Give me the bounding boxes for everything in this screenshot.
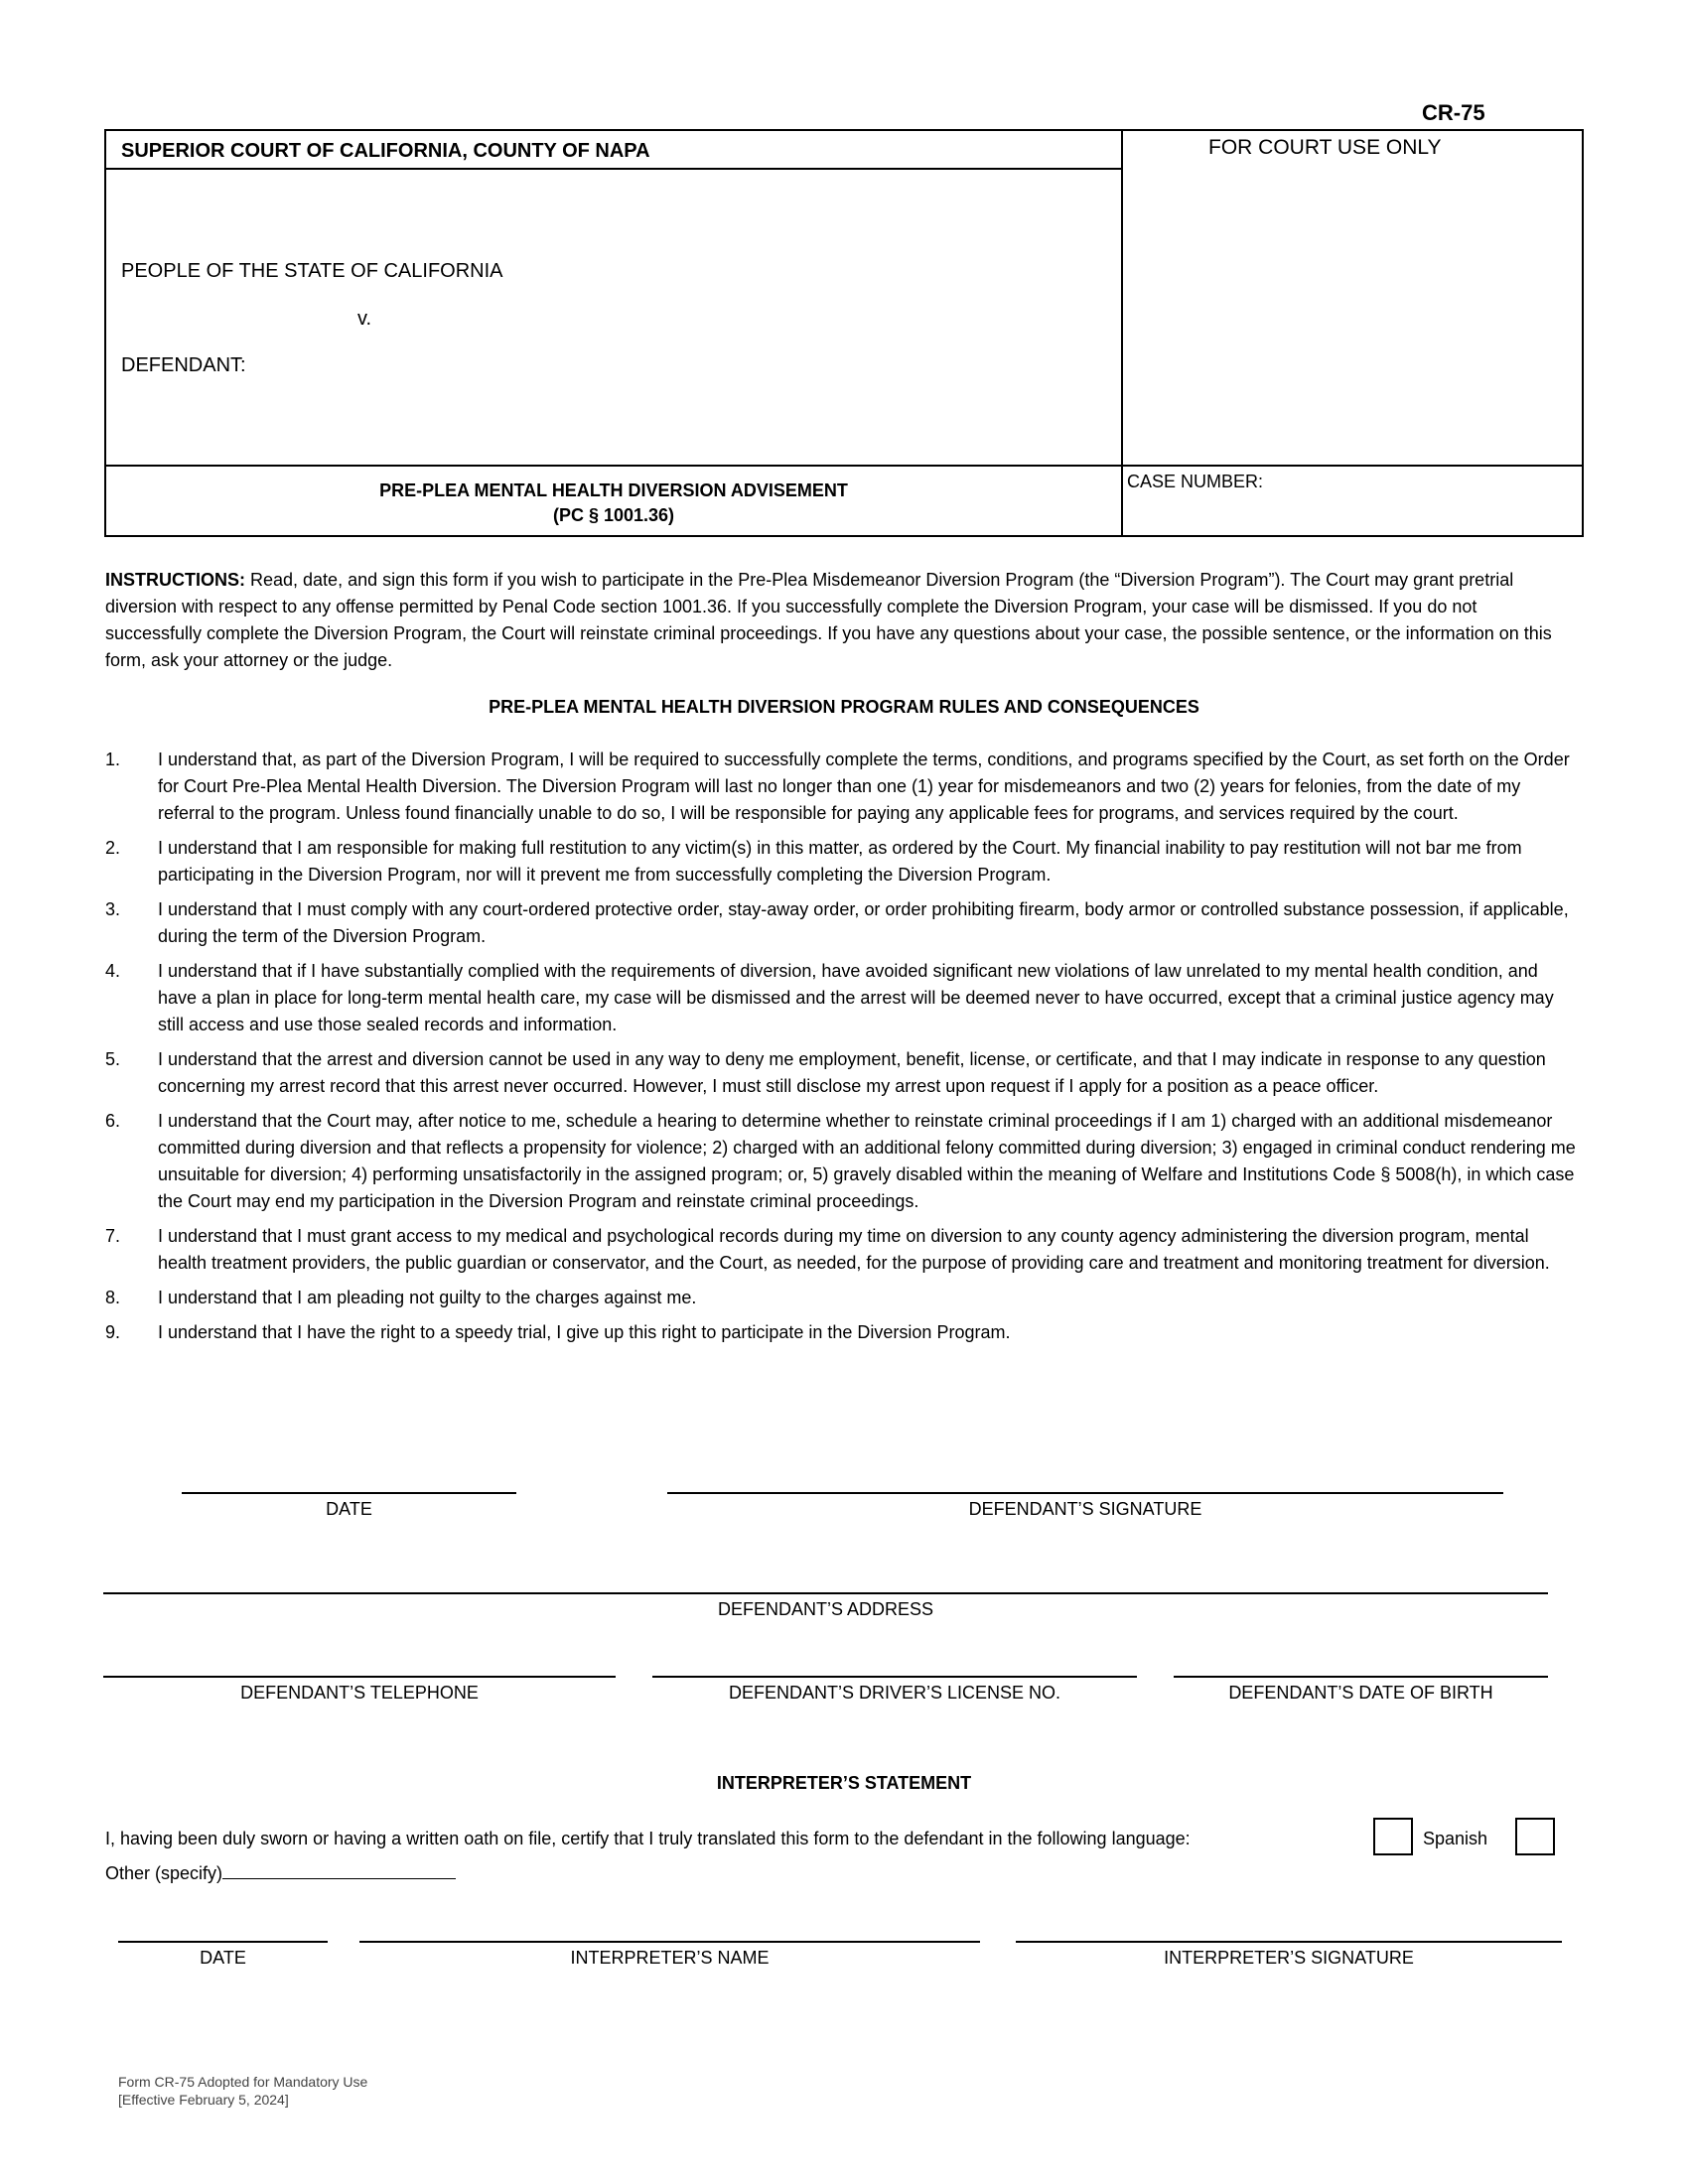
other-specify-field[interactable] (222, 1860, 456, 1879)
rule-text: I understand that the arrest and diversion cannot be used in any way to deny me employment, benefit, license, or certificate, and that I may indicate in response to any question concerning my arrest record that this arrest never occurred. However, I must still disclose my arrest upon request if I apply for a position as a peace officer. (158, 1049, 1546, 1096)
defendant-dob-line[interactable] (1174, 1676, 1548, 1678)
court-name: SUPERIOR COURT OF CALIFORNIA, COUNTY OF NAPA (121, 140, 650, 162)
form-footer (118, 2073, 367, 2109)
rules-list (105, 747, 1580, 1354)
spanish-checkbox[interactable] (1373, 1818, 1413, 1855)
rule-number: 6. (105, 1111, 121, 1131)
interpreter-name-line[interactable] (359, 1941, 980, 1943)
form-title-line1: PRE-PLEA MENTAL HEALTH DIVERSION ADVISEMENT (379, 480, 848, 500)
other-specify-label: Other (specify) (105, 1863, 223, 1883)
caption-divider-middle (106, 465, 1582, 467)
rule-text: I understand that I must grant access to my medical and psychological records during my time on diversion to any county agency administering the diversion program, mental health treatment providers, the public guardian or conservator, and the Court, as needed, for the purpose of providing care and treatment and monitoring treatment for diversion. (158, 1226, 1550, 1273)
case-number-label: CASE NUMBER: (1127, 472, 1264, 491)
other-specify (105, 1860, 456, 1884)
spanish-label: Spanish (1423, 1829, 1488, 1848)
court-use-label: FOR COURT USE ONLY (1208, 136, 1442, 159)
instructions-text: Read, date, and sign this form if you wish to participate in the Pre-Plea Misdemeanor Diversion Program (the “Diversion Program”). The Court may grant pretrial diversion with respect to any offense permitted by Penal Code section 1001.36. If you successfully complete the Diversion Program, your case will be dismissed. If you do not successfully complete the Diversion Program, the Court will reinstate criminal proceedings. If you have any questions about your case, the possible sentence, or the information on this form, ask your attorney or the judge. (105, 570, 1552, 670)
rule-number: 3. (105, 899, 121, 919)
defendant-telephone-line[interactable] (103, 1676, 616, 1678)
defendant-license-label: DEFENDANT’S DRIVER’S LICENSE NO. (728, 1683, 1061, 1703)
interpreter-signature-line[interactable] (1016, 1941, 1562, 1943)
interpreter-date-line[interactable] (118, 1941, 328, 1943)
interpreter-date-label: DATE (200, 1948, 246, 1968)
rule-text: I understand that if I have substantially complied with the requirements of diversion, have avoided significant new violations of law unrelated to my mental health condition, and have a plan in place for long-term mental health care, my case will be dismissed and the arrest will be deemed never to have occurred, except that a criminal justice agency may still access and use those sealed records and information. (158, 961, 1554, 1034)
instructions (105, 567, 1575, 674)
caption-divider-vertical (1121, 131, 1123, 535)
rule-number: 5. (105, 1049, 121, 1069)
list-item (105, 1319, 1580, 1346)
rule-number: 9. (105, 1322, 121, 1342)
defendant-license-line[interactable] (652, 1676, 1137, 1678)
rule-number: 8. (105, 1288, 121, 1307)
defendant-dob-label: DEFENDANT’S DATE OF BIRTH (1228, 1683, 1493, 1703)
rule-text: I understand that the Court may, after notice to me, schedule a hearing to determine whether to reinstate criminal proceedings if I am 1) charged with an additional misdemeanor committed during diversion and that reflects a propensity for violence; 2) charged with an additional felony committed during diversion; 3) engaged in criminal conduct rendering me unsuitable for diversion; 4) performing unsatisfactorily in the assigned program; or, 5) gravely disabled within the meaning of Welfare and Institutions Code § 5008(h), in which case the Court may end my participation in the Diversion Program and reinstate criminal proceedings. (158, 1111, 1576, 1211)
footer-line2: [Effective February 5, 2024] (118, 2092, 289, 2108)
rule-text: I understand that I am pleading not guilty to the charges against me. (158, 1288, 697, 1307)
date-label: DATE (326, 1499, 372, 1519)
rule-number: 7. (105, 1226, 121, 1246)
caption-box (104, 129, 1584, 537)
date-signature-line[interactable] (182, 1492, 516, 1494)
other-language-checkbox[interactable] (1515, 1818, 1555, 1855)
interpreter-name-label: INTERPRETER’S NAME (570, 1948, 770, 1968)
form-id: CR-75 (1422, 100, 1485, 125)
defendant-address-label: DEFENDANT’S ADDRESS (717, 1599, 934, 1619)
rule-text: I understand that, as part of the Diversion Program, I will be required to successfully complete the terms, conditions, and programs specified by the Court, as set forth on the Order for Court Pre-Plea Mental Health Diversion. The Diversion Program will last no longer than one (1) year for misdemeanors and two (2) years for felonies, from the date of my referral to the program. Unless found financially unable to do so, I will be responsible for paying any applicable fees for programs, and services required by the court. (158, 750, 1570, 823)
list-item (105, 747, 1580, 827)
rule-text: I understand that I am responsible for making full restitution to any victim(s) in this matter, as ordered by the Court. My financial inability to pay restitution will not bar me from participating in the Diversion Program, nor will it prevent me from successfully completing the Diversion Program. (158, 838, 1522, 885)
list-item (105, 1223, 1580, 1277)
list-item (105, 1046, 1580, 1100)
instructions-label: INSTRUCTIONS: (105, 570, 245, 590)
list-item (105, 1285, 1580, 1311)
caption-divider-top (106, 168, 1121, 170)
interpreter-signature-label: INTERPRETER’S SIGNATURE (1164, 1948, 1414, 1968)
interpreter-title: INTERPRETER’S STATEMENT (716, 1773, 972, 1793)
defendant-signature-label: DEFENDANT’S SIGNATURE (968, 1499, 1202, 1519)
defendant-telephone-label: DEFENDANT’S TELEPHONE (240, 1683, 479, 1703)
people-label: PEOPLE OF THE STATE OF CALIFORNIA (121, 260, 503, 282)
rule-text: I understand that I have the right to a speedy trial, I give up this right to participate in the Diversion Program. (158, 1322, 1011, 1342)
list-item (105, 958, 1580, 1038)
list-item (105, 896, 1580, 950)
list-item (105, 1108, 1580, 1215)
list-item (105, 835, 1580, 888)
rules-title: PRE-PLEA MENTAL HEALTH DIVERSION PROGRAM RULES AND CONSEQUENCES (489, 697, 1199, 717)
defendant-address-line[interactable] (103, 1592, 1548, 1594)
rule-number: 1. (105, 750, 121, 769)
rule-number: 2. (105, 838, 121, 858)
versus-label: v. (357, 308, 372, 330)
footer-line1: Form CR-75 Adopted for Mandatory Use (118, 2074, 368, 2090)
form-title (106, 478, 1121, 528)
form-title-line2: (PC § 1001.36) (552, 505, 675, 525)
rule-number: 4. (105, 961, 121, 981)
defendant-signature-line[interactable] (667, 1492, 1503, 1494)
rule-text: I understand that I must comply with any court-ordered protective order, stay-away order, or order prohibiting firearm, body armor or controlled substance possession, if applicable, during the term of the Diversion Program. (158, 899, 1569, 946)
defendant-label: DEFENDANT: (121, 354, 246, 376)
interpreter-statement: I, having been duly sworn or having a written oath on file, certify that I truly translated this form to the defendant in the following language: (105, 1829, 1191, 1848)
